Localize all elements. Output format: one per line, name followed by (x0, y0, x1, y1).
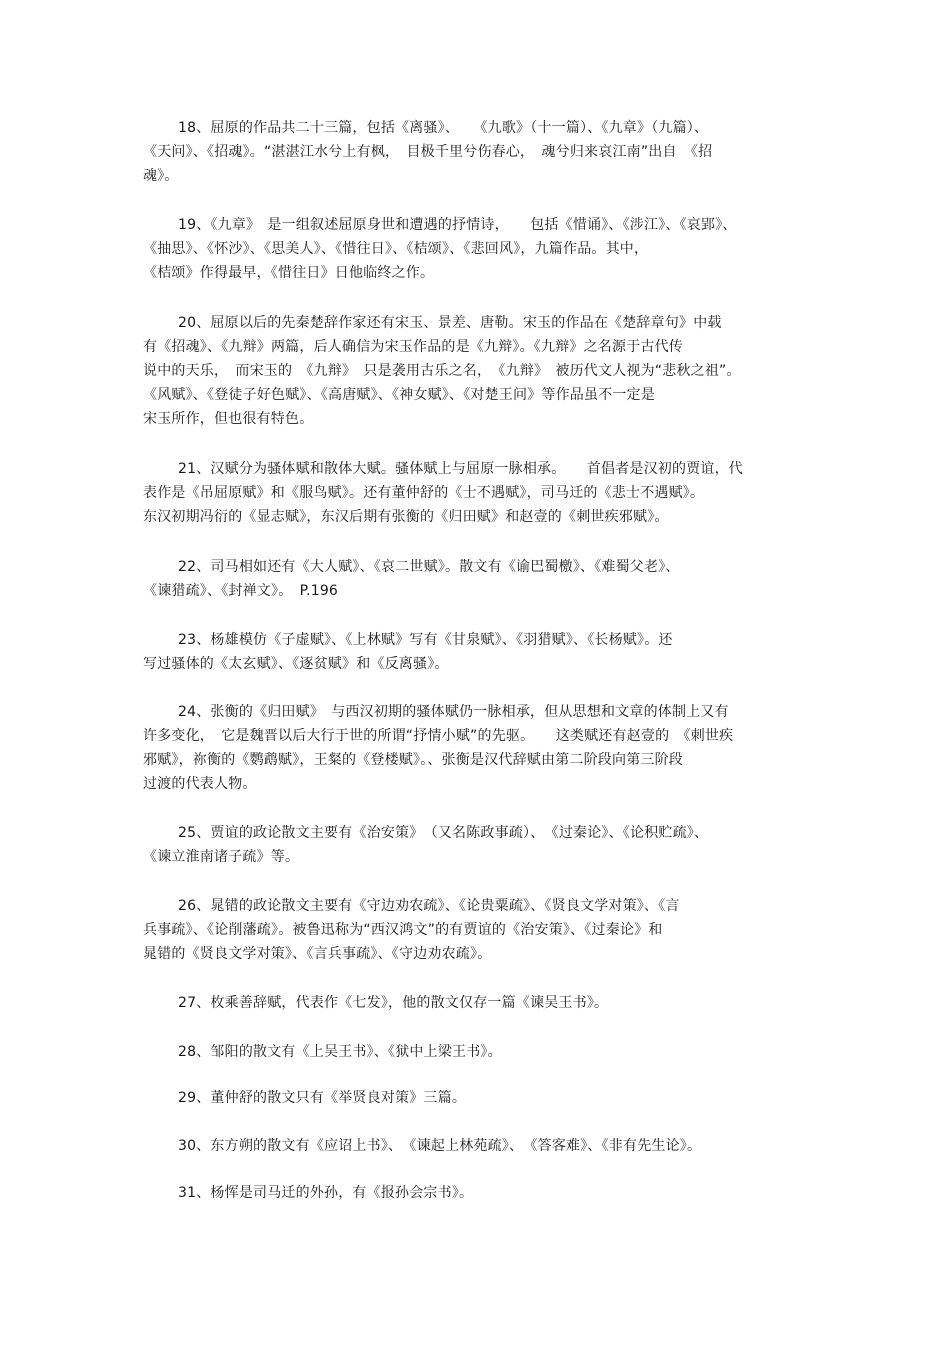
text-line: 《天问》、《招魂》。“湛湛江水兮上有枫， 目极千里兮伤春心， 魂兮归来哀江南”出自 《招 (143, 144, 713, 160)
text-line: 31、杨恽是司马迁的外孙，有《报孙会宗书》。 (178, 1185, 474, 1201)
text-line: 《谏立淮南诸子疏》等。 (143, 849, 300, 865)
paragraph-24 (143, 700, 823, 796)
paragraph-29 (143, 1086, 823, 1110)
text-line: 说中的天乐， 而宋玉的 《九辩》 只是袭用古乐之名， 《九辩》 被历代文人视为“悲秋之祖”。 (143, 363, 741, 379)
text-line: 30、东方朔的散文有《应诏上书》、 《谏起上林苑疏》、 《答客难》、《非有先生论》。 (178, 1138, 702, 1154)
text-line: 《桔颂》作得最早，《惜往日》日他临终之作。 (143, 265, 435, 281)
paragraph-22 (143, 555, 823, 603)
text-line: 魂》。 (143, 168, 179, 184)
text-line: 《抽思》、《怀沙》、《思美人》、《惜往日》、《桔颂》、《悲回风》，九篇作品。其中， (143, 241, 649, 257)
text-line: 《风赋》、《登徒子好色赋》、《高唐赋》、《神女赋》、《对楚王问》等作品虽不一定是 (143, 387, 655, 403)
paragraph-21 (143, 457, 823, 529)
text-line: 19、《九章》 是一组叙述屈原身世和遭遇的抒情诗， 包括《惜诵》、《涉江》、《哀郢》、 (178, 217, 737, 233)
paragraph-28 (143, 1040, 823, 1064)
text-line: 25、贾谊的政论散文主要有《治安策》 （又名陈政事疏）、 《过秦论》、《论积贮疏》、 (178, 825, 709, 841)
paragraph-18 (143, 116, 823, 188)
text-line: 兵事疏》、《论削藩疏》。被鲁迅称为“西汉鸿文”的有贾谊的《治安策》、《过秦论》和 (143, 922, 663, 938)
paragraph-19 (143, 213, 823, 285)
text-line: 24、张衡的《归田赋》 与西汉初期的骚体赋仍一脉相承，但从思想和文章的体制上又有 (178, 704, 729, 720)
paragraph-30 (143, 1134, 823, 1158)
text-line: 21、汉赋分为骚体赋和散体大赋。骚体赋上与屈原一脉相承。 首倡者是汉初的贾谊，代 (178, 461, 744, 477)
text-line: 《谏猎疏》、《封禅文》。 P.196 (143, 583, 339, 599)
paragraph-26 (143, 894, 823, 966)
text-line: 23、杨雄模仿《子虚赋》、《上林赋》写有《甘泉赋》、《羽猎赋》、《长杨赋》。还 (178, 632, 673, 648)
paragraph-23 (143, 628, 823, 676)
text-line: 表作是《吊屈原赋》和《服鸟赋》。还有董仲舒的《士不遇赋》，司马迁的《悲士不遇赋》。 (143, 485, 705, 501)
text-line: 26、晁错的政论散文主要有《守边劝农疏》、《论贵粟疏》、《贤良文学对策》、《言 (178, 898, 680, 914)
text-line: 20、屈原以后的先秦楚辞作家还有宋玉、景差、唐勒。宋玉的作品在《楚辞章句》中载 (178, 315, 722, 331)
text-line: 28、邹阳的散文有《上吴王书》、《狱中上梁王书》。 (178, 1044, 502, 1060)
text-line: 22、司马相如还有《大人赋》、《哀二世赋》。散文有《谕巴蜀檄》、《难蜀父老》、 (178, 559, 680, 575)
paragraph-20 (143, 311, 823, 431)
text-line: 晁错的《贤良文学对策》、《言兵事疏》、《守边劝农疏》。 (143, 946, 492, 962)
text-line: 许多变化， 它是魏晋以后大行于世的所谓“抒情小赋”的先驱。 这类赋还有赵壹的 《刺世疾 (143, 728, 734, 744)
paragraph-25 (143, 821, 823, 869)
paragraph-27 (143, 991, 823, 1015)
text-line: 宋玉所作，但也很有特色。 (143, 411, 314, 427)
text-line: 29、董仲舒的散文只有《举贤良对策》三篇。 (178, 1090, 467, 1106)
text-line: 27、枚乘善辞赋，代表作《七发》，他的散文仅存一篇《谏吴王书》。 (178, 995, 609, 1011)
text-line: 东汉初期冯衍的《显志赋》，东汉后期有张衡的《归田赋》和赵壹的《刺世疾邪赋》。 (143, 509, 669, 525)
text-line: 写过骚体的《太玄赋》、《逐贫赋》和《反离骚》。 (143, 656, 449, 672)
text-line: 18、屈原的作品共二十三篇，包括《离骚》、 《九歌》（十一篇）、《九章》（九篇）、 (178, 120, 709, 136)
paragraph-31 (143, 1181, 823, 1205)
text-line: 邪赋》，祢衡的《鹦鹉赋》，王粲的《登楼赋》。、张衡是汉代辞赋由第二阶段向第三阶段 (143, 752, 683, 768)
text-line: 过渡的代表人物。 (143, 776, 257, 792)
text-line: 有《招魂》、《九辩》两篇，后人确信为宋玉作品的是《九辩》。《九辩》之名源于古代传 (143, 339, 683, 355)
